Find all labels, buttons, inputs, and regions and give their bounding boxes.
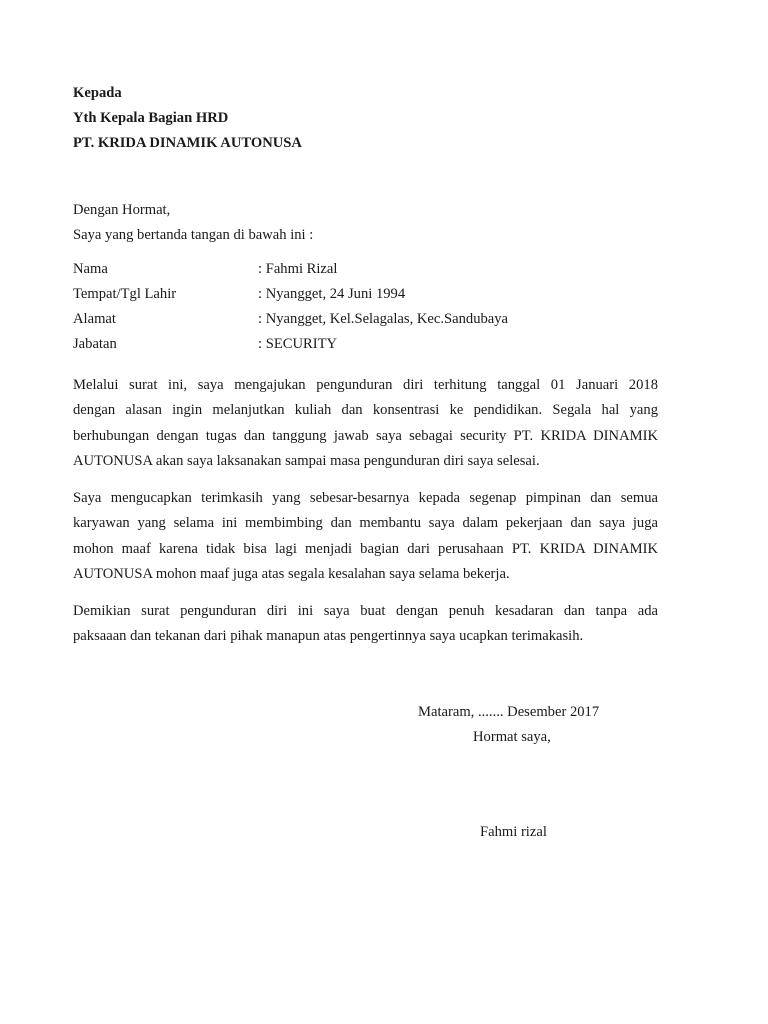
paragraph-thanks bbox=[73, 489, 658, 590]
regards: Hormat saya, bbox=[473, 729, 551, 745]
paragraph-resignation bbox=[73, 376, 658, 477]
paragraph-line: Melalui surat ini, saya mengajukan pengunduran diri terhitung tanggal 01 Januari 2018 bbox=[73, 377, 658, 393]
recipient-company-text: PT. KRIDA DINAMIK AUTONUSA bbox=[73, 135, 302, 151]
paragraph-line: mohon maaf karena tidak bisa lagi menjadi bagian dari perusahaan PT. KRIDA DINAMIK bbox=[73, 540, 658, 557]
field-value-nama: : Fahmi Rizal bbox=[258, 261, 338, 277]
field-value-tempat-tgl-lahir: : Nyangget, 24 Juni 1994 bbox=[258, 286, 406, 302]
recipient-company bbox=[73, 134, 302, 152]
paragraph-line: Saya mengucapkan terimkasih yang sebesar-besarnya kepada segenap pimpinan dan semua bbox=[73, 490, 658, 506]
paragraph-line: dengan alasan ingin melanjutkan kuliah dan konsentrasi ke pendidikan. Segala hal yang bbox=[73, 402, 658, 419]
place-date: Mataram, ....... Desember 2017 bbox=[418, 704, 600, 720]
recipient-addressee bbox=[73, 109, 228, 127]
paragraph-line: paksaaan dan tekanan dari pihak manapun atas pengertinnya saya ucapkan terimakasih. bbox=[73, 628, 584, 645]
recipient-to bbox=[73, 84, 122, 102]
field-label-tempat-tgl-lahir: Tempat/Tgl Lahir bbox=[73, 286, 177, 302]
signatory-name: Fahmi rizal bbox=[480, 824, 547, 840]
salutation: Dengan Hormat, bbox=[73, 202, 171, 218]
paragraph-line: Demikian surat pengunduran diri ini saya buat dengan penuh kesadaran dan tanpa ada bbox=[73, 603, 658, 619]
field-label-alamat: Alamat bbox=[73, 311, 116, 327]
recipient-addressee-text: Yth Kepala Bagian HRD bbox=[73, 110, 229, 126]
field-label-nama: Nama bbox=[73, 261, 108, 277]
field-label-jabatan: Jabatan bbox=[73, 336, 117, 352]
paragraph-line: karyawan yang selama ini membimbing dan membantu saya dalam pekerjaan dan saya juga bbox=[73, 515, 658, 532]
paragraph-line: AUTONUSA akan saya laksanakan sampai masa pengunduran diri saya selesai. bbox=[73, 452, 540, 469]
recipient-to-text: Kepada bbox=[73, 85, 122, 101]
field-value-alamat: : Nyangget, Kel.Selagalas, Kec.Sandubaya bbox=[258, 311, 509, 327]
paragraph-line: AUTONUSA mohon maaf juga atas segala kesalahan saya selama bekerja. bbox=[73, 565, 510, 582]
paragraph-closing bbox=[73, 602, 658, 653]
paragraph-line: berhubungan dengan tugas dan tanggung jawab saya sebagai security PT. KRIDA DINAMIK bbox=[73, 427, 658, 444]
field-value-jabatan: : SECURITY bbox=[258, 336, 338, 352]
intro-sentence: Saya yang bertanda tangan di bawah ini : bbox=[73, 227, 314, 243]
